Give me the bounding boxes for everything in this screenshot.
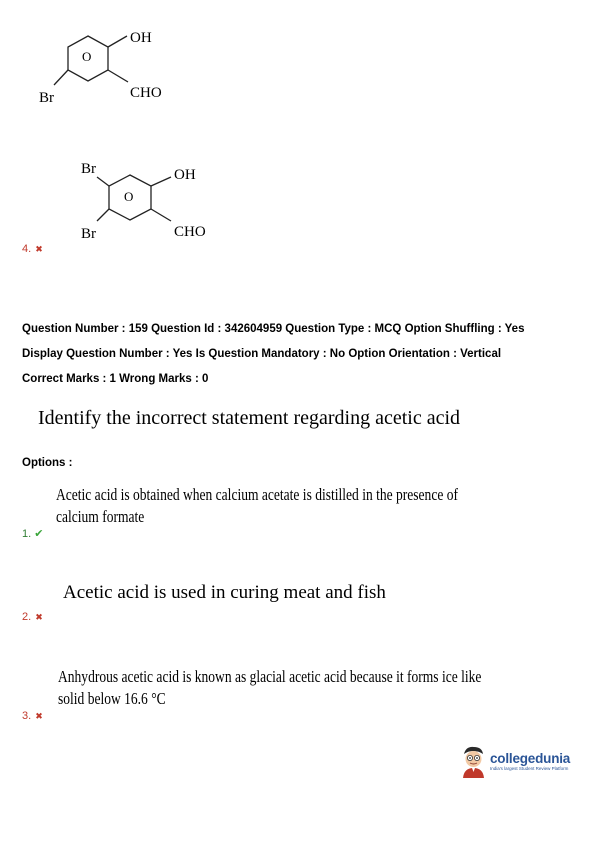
option-1-line-1: Acetic acid is obtained when calcium acetate is distilled in the presence of xyxy=(56,485,458,504)
options-label: Options : xyxy=(22,457,73,469)
question-meta xyxy=(22,317,524,392)
check-icon: ✔ xyxy=(34,528,44,540)
option-1-text xyxy=(56,484,458,528)
mascot-icon xyxy=(458,744,488,778)
option-4-number xyxy=(22,243,43,255)
meta-line-1: Question Number : 159 Question Id : 342604959 Question Type : MCQ Option Shuffling : Yes xyxy=(22,323,525,335)
oh-label: OH xyxy=(174,167,196,183)
option-2-number xyxy=(22,611,43,623)
cho-label: CHO xyxy=(130,85,162,101)
cross-icon: ✖ xyxy=(35,244,43,254)
meta-line-2: Display Question Number : Yes Is Question Mandatory : No Option Orientation : Vertical xyxy=(22,348,502,360)
logo-text xyxy=(490,751,570,771)
br-label: Br xyxy=(39,90,54,106)
option-3-text xyxy=(58,666,481,710)
option-2-text: Acetic acid is used in curing meat and fish xyxy=(63,582,386,603)
logo-name: collegedunia xyxy=(490,751,571,766)
option-3-line-1: Anhydrous acetic acid is known as glacial acetic acid because it forms ice like xyxy=(58,667,482,686)
option-1-number xyxy=(22,527,43,540)
logo-tagline: India's largest Student Review Platform xyxy=(490,766,569,771)
meta-line-3: Correct Marks : 1 Wrong Marks : 0 xyxy=(22,373,209,385)
collegedunia-logo xyxy=(458,744,570,778)
cross-icon: ✖ xyxy=(35,711,43,721)
ring-o-label: O xyxy=(82,49,92,64)
option-number: 4. xyxy=(22,243,32,255)
structure-b xyxy=(75,155,235,250)
ring-o-label: O xyxy=(124,189,134,204)
question-text: Identify the incorrect statement regarding acetic acid xyxy=(38,407,461,429)
option-number: 1. xyxy=(22,528,32,540)
br-bottom-label: Br xyxy=(81,226,96,242)
cho-label: CHO xyxy=(174,224,206,240)
br-top-label: Br xyxy=(81,161,96,177)
option-number: 2. xyxy=(22,611,32,623)
option-number: 3. xyxy=(22,710,32,722)
option-1-line-2: calcium formate xyxy=(56,507,145,526)
cross-icon: ✖ xyxy=(35,612,43,622)
option-3-line-2: solid below 16.6 °C xyxy=(58,689,166,708)
oh-label: OH xyxy=(130,30,152,46)
option-3-number xyxy=(22,710,43,722)
structure-b-bonds xyxy=(75,155,235,250)
structure-a-bonds xyxy=(30,20,190,110)
structure-a xyxy=(30,20,190,110)
